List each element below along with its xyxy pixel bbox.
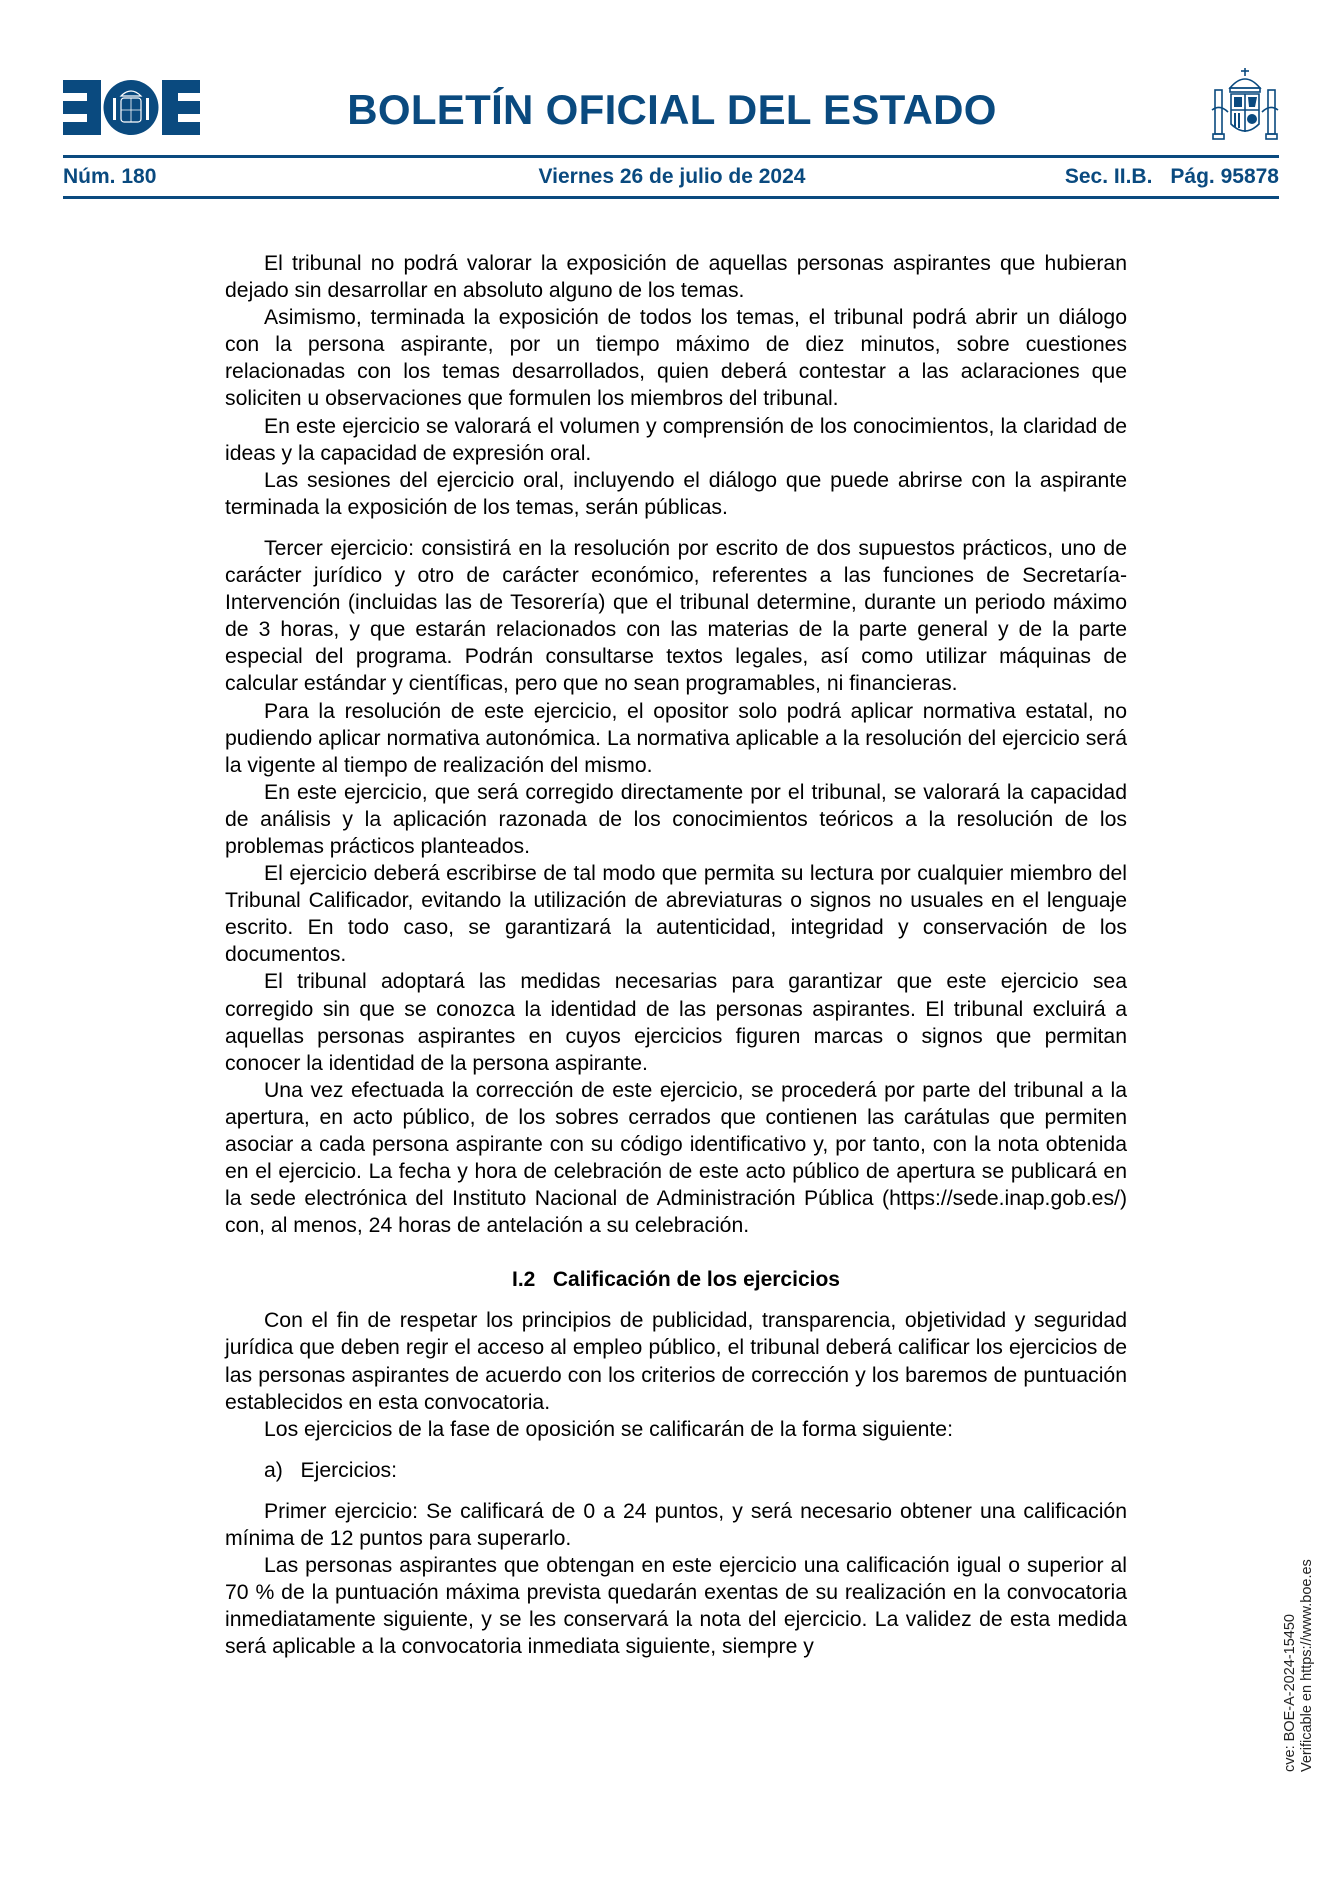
verification-sidebar: [1282, 1559, 1316, 1772]
section-page: [1065, 165, 1279, 189]
paragraph: El ejercicio deberá escribirse de tal modo que permita su lectura por cualquier miembro del Tribunal Calificador, evitando la utilización de abreviaturas o signos no usuales en el lenguaje escrito. En todo caso, se garantizará la autenticidad, integridad y conservación de los documentos.: [225, 862, 1127, 967]
issue-number: Núm. 180: [63, 165, 157, 188]
paragraph: En este ejercicio se valorará el volumen y comprensión de los conocimientos, la claridad de ideas y la capacidad de expresión oral.: [225, 414, 1127, 465]
page-number: Pág. 95878: [1170, 165, 1279, 188]
paragraph: El tribunal no podrá valorar la exposición de aquellas personas aspirantes que hubieran dejado sin desarrollar en absoluto alguno de los temas.: [225, 252, 1127, 303]
cve-code: cve: BOE-A-2024-15450: [1282, 1614, 1298, 1772]
header-bottom-rule: [63, 196, 1279, 199]
paragraph: Las sesiones del ejercicio oral, incluyendo el diálogo que puede abrirse con la aspirante terminada la exposición de los temas, serán públicas.: [225, 468, 1127, 519]
paragraph: Tercer ejercicio: consistirá en la resolución por escrito de dos supuestos prácticos, uno de carácter jurídico y otro de carácter económico, referentes a las funciones de Secretaría-Intervención (incluidas las de Tesorería) que el tribunal determine, durante un periodo máximo de 3 horas, y que estarán relacionados con las materias de la parte general y de la parte especial del programa. Podrán consultarse textos legales, así como utilizar máquinas de calcular estándar y científicas, pero que no sean programables, ni financieras.: [225, 536, 1127, 696]
coat-of-arms-icon: [1210, 66, 1280, 142]
list-item-a: a) Ejercicios:: [264, 1458, 398, 1482]
section-heading: I.2 Calificación de los ejercicios: [512, 1268, 840, 1292]
paragraph: El tribunal adoptará las medidas necesarias para garantizar que este ejercicio sea corregido sin que se conozca la identidad de las personas aspirantes. El tribunal excluirá a aquellas personas aspirantes en cuyos ejercicios figuren marcas o signos que permitan conocer la identidad de la persona aspirante.: [225, 970, 1127, 1075]
header-top-rule: [63, 155, 1279, 158]
paragraph: Asimismo, terminada la exposición de todos los temas, el tribunal podrá abrir un diálogo con la persona aspirante, por un tiempo máximo de diez minutos, sobre cuestiones relacionadas con los temas desarrollados, quien deberá contestar a las aclaraciones que soliciten u observaciones que formulen los miembros del tribunal.: [225, 306, 1127, 411]
paragraph: Una vez efectuada la corrección de este ejercicio, se procederá por parte del tribunal a la apertura, en acto público, de los sobres cerrados que contienen las carátulas que permiten asociar a cada persona aspirante con su código identificativo y, por tanto, con la nota obtenida en el ejercicio. La fecha y hora de celebración de este acto público de apertura se publicará en la sede electrónica del Instituto Nacional de Administración Pública (https://sede.inap.gob.es/) con, al menos, 24 horas de antelación a su celebración.: [225, 1078, 1127, 1238]
paragraph: Los ejercicios de la fase de oposición se calificarán de la forma siguiente:: [264, 1417, 953, 1441]
paragraph: Para la resolución de este ejercicio, el opositor solo podrá aplicar normativa estatal, no pudiendo aplicar normativa autonómica. La normativa aplicable a la resolución del ejercicio será la vigente al tiempo de realización del mismo.: [225, 699, 1127, 777]
document-body: [225, 250, 1127, 1661]
paragraph: Primer ejercicio: Se calificará de 0 a 24 puntos, y será necesario obtener una calificación mínima de 12 puntos para superarlo.: [225, 1499, 1127, 1551]
paragraph: Las personas aspirantes que obtengan en este ejercicio una calificación igual o superior al 70 % de la puntuación máxima prevista quedarán exentas de su realización en la convocatoria inmediatamente siguiente, y se les conservará la nota del ejercicio. La validez de esta medida será aplicable a la convocatoria inmediata siguiente, siempre y: [225, 1554, 1127, 1659]
paragraph: Con el fin de respetar los principios de publicidad, transparencia, objetividad y seguridad jurídica que deben regir el acceso al empleo público, el tribunal deberá calificar los ejercicios de las personas aspirantes de acuerdo con los criterios de corrección y los baremos de puntuación establecidos en esta convocatoria.: [225, 1309, 1127, 1414]
paragraph: En este ejercicio, que será corregido directamente por el tribunal, se valorará la capacidad de análisis y la aplicación razonada de los conocimientos teóricos a la resolución de los problemas prácticos planteados.: [225, 780, 1127, 858]
verification-link: Verificable en https://www.boe.es: [1299, 1559, 1315, 1772]
section-label: Sec. II.B.: [1064, 165, 1153, 188]
page-title: BOLETÍN OFICIAL DEL ESTADO: [347, 86, 997, 133]
issue-date: Viernes 26 de julio de 2024: [538, 165, 806, 188]
